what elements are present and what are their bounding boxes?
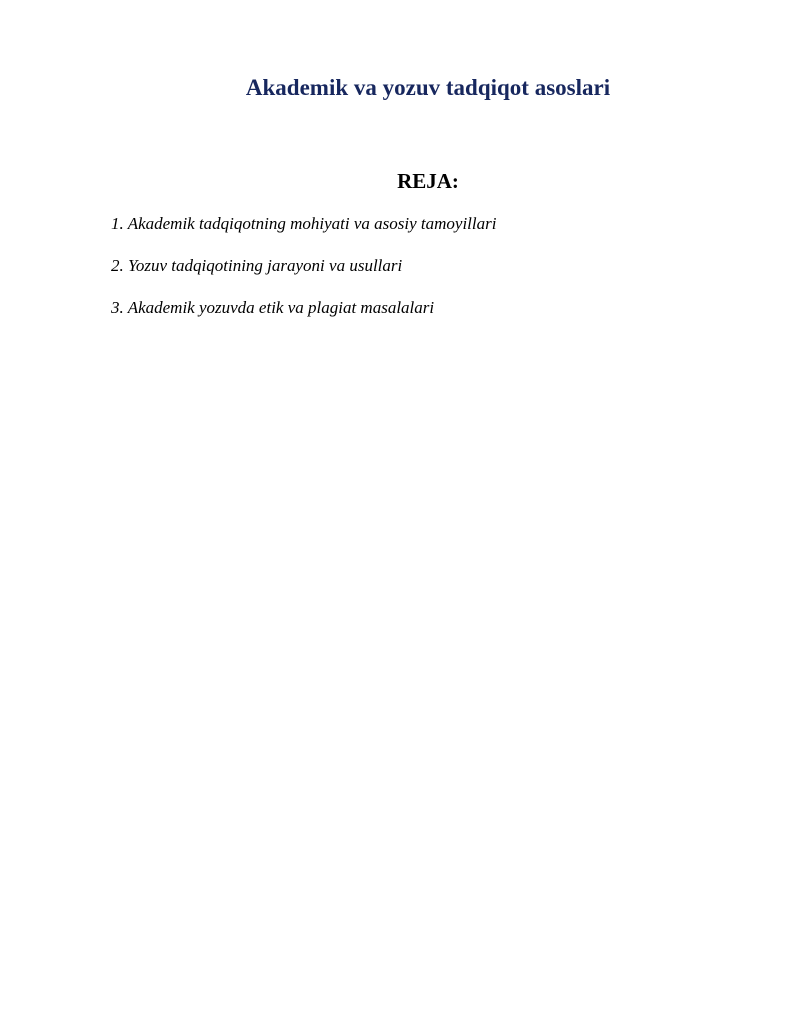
plan-item-1: 1. Akademik tadqiqotning mohiyati va asosiy tamoyillari — [111, 214, 497, 233]
plan-list — [111, 212, 496, 338]
plan-item-3: 3. Akademik yozuvda etik va plagiat masalalari — [111, 298, 435, 317]
plan-heading: REJA: — [397, 169, 459, 193]
document-title: Akademik va yozuv tadqiqot asoslari — [245, 75, 611, 100]
plan-item-2: 2. Yozuv tadqiqotining jarayoni va usullari — [111, 256, 403, 275]
